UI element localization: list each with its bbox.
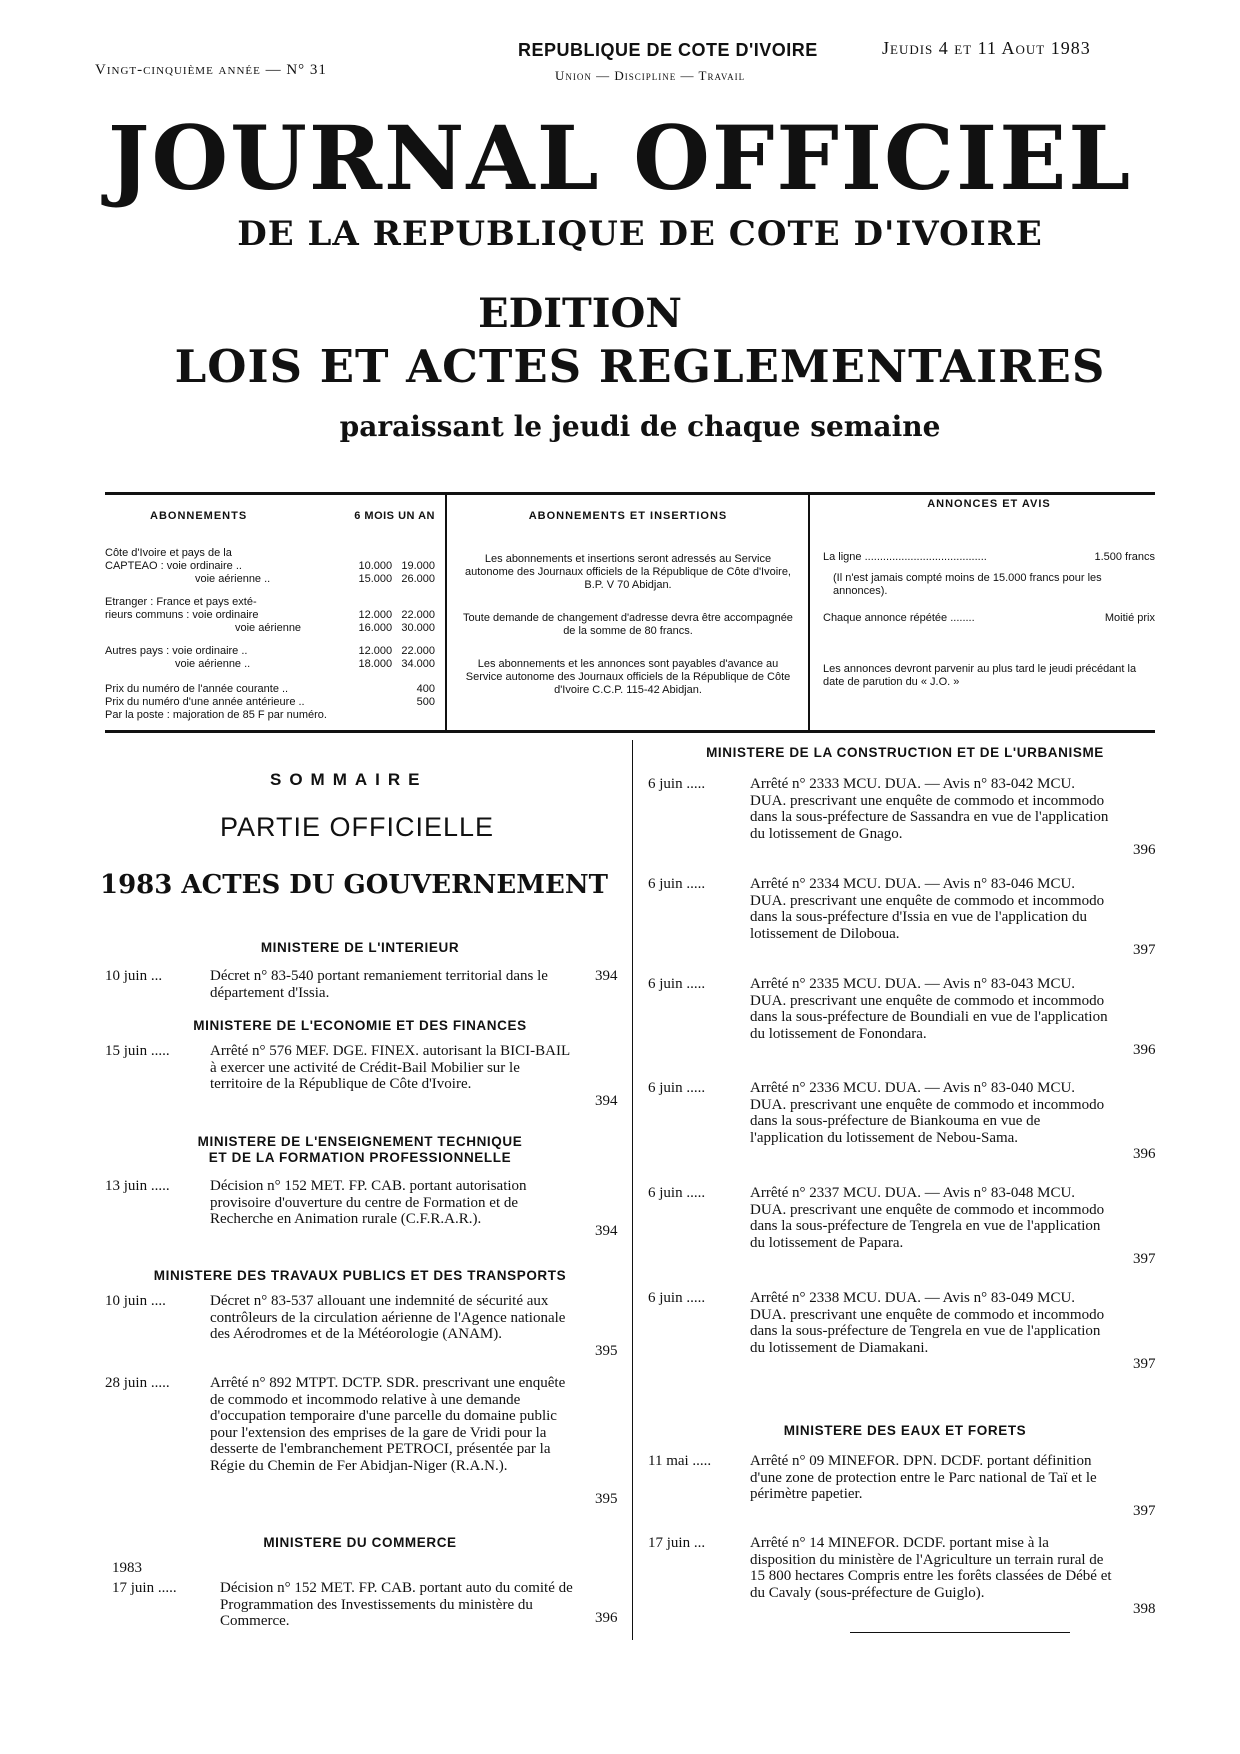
- ministry-heading: MINISTERE DE L'INTERIEUR: [260, 940, 460, 955]
- line-rate: La ligne ........................................ 1.500 francs: [823, 551, 1155, 563]
- announcements-column: [823, 498, 1155, 689]
- ministry-heading: MINISTERE DU COMMERCE: [263, 1535, 457, 1550]
- rate-row: Autres pays : voie ordinaire .. 12.000 22.000: [105, 645, 435, 657]
- toc-entry: 11 mai ..... Arrêté n° 09 MINEFOR. DPN. DCDF. portant définition d'une zone de protection entre le Parc national de Taï et le périmètre papetier. 397: [648, 1453, 1156, 1519]
- subscriptions-header: ABONNEMENTS: [150, 510, 248, 522]
- ministry-heading: MINISTERE DES TRAVAUX PUBLICS ET DES TRANSPORTS: [153, 1268, 567, 1283]
- box-divider-2: [808, 495, 810, 730]
- insertions-column: [462, 510, 794, 697]
- ministry-heading: MINISTERE DES EAUX ET FORETS: [783, 1423, 1027, 1438]
- insertions-payment: Les abonnements et les annonces sont payables d'avance au Service autonome des Journaux officiels de la République de Côte d'Ivoire C.C.P. 115-42 Abidjan.: [465, 658, 791, 696]
- republic-name: REPUBLIQUE DE COTE D'IVOIRE: [518, 40, 818, 60]
- rate-row: Côte d'Ivoire et pays de la: [105, 547, 232, 559]
- motto: Union — Discipline — Travail: [555, 68, 746, 83]
- publication-frequency: paraissant le jeudi de chaque semaine: [339, 410, 941, 443]
- column-divider: [632, 740, 633, 1640]
- toc-entry: 6 juin ..... Arrêté n° 2333 MCU. DUA. — Avis n° 83-042 MCU. DUA. prescrivant une enquête de commodo et incommodo dans la sous-préfecture de Sassandra en vue de l'application du lotissement de Gnago. 396: [648, 776, 1156, 858]
- edition-label: EDITION: [478, 290, 682, 337]
- actes-heading: 1983 ACTES DU GOUVERNEMENT: [100, 870, 608, 900]
- journal-title: JOURNAL OFFICIEL: [107, 106, 1133, 210]
- toc-entry: 6 juin ..... Arrêté n° 2336 MCU. DUA. — Avis n° 83-040 MCU. DUA. prescrivant une enquête de commodo et incommodo dans la sous-préfecture de Biankouma en vue de l'application du lotissement de Nebou-Sama. 396: [648, 1080, 1156, 1162]
- box-bottom-rule: [105, 730, 1155, 733]
- box-top-rule: [105, 492, 1155, 495]
- subscriptions-period-header: 6 MOIS UN AN: [354, 510, 435, 522]
- insertions-address: Les abonnements et insertions seront adressés au Service autonome des Journaux officiels de la République de Côte d'Ivoire, B.P. V 70 Abidjan.: [465, 553, 791, 591]
- toc-entry: 10 juin .... Décret n° 83-537 allouant une indemnité de sécurité aux contrôleurs de la circulation aérienne de l'Agence nationale des Aérodromes et de la Météorologie (ANAM). 395: [105, 1293, 618, 1359]
- toc-entry: 28 juin ..... Arrêté n° 892 MTPT. DCTP. SDR. prescrivant une enquête de commodo et incommodo relative à une demande d'occupation temporaire d'une parcelle du domaine public pour l'extension des emprises de la gare de Vridi pour la desserte de l'embranchement PETROCI, présentée par la Régie du Chemin de Fer Abidjan-Niger (R.A.N.). 395: [105, 1375, 618, 1507]
- year-issue: Vingt-cinquième année — N° 31: [95, 62, 327, 78]
- subscriptions-column: [105, 510, 435, 722]
- journal-subtitle: DE LA REPUBLIQUE DE COTE D'IVOIRE: [237, 214, 1043, 254]
- rate-row: voie aérienne .. 15.000 26.000: [195, 573, 435, 585]
- toc-entry: 17 juin ... Arrêté n° 14 MINEFOR. DCDF. portant mise à la disposition du ministère de l'Agriculture un terrain rural de 15 800 hectares Compris entre les forêts classées de Débé et du Cavaly (sous-préfecture de Guiglo). 398: [648, 1535, 1156, 1617]
- repeat-rate: Chaque annonce répétée ........ Moitié prix: [823, 612, 1155, 624]
- edition-name: LOIS ET ACTES REGLEMENTAIRES: [174, 340, 1106, 393]
- toc-entry: 6 juin ..... Arrêté n° 2337 MCU. DUA. — Avis n° 83-048 MCU. DUA. prescrivant une enquête de commodo et incommodo dans la sous-préfecture de Tengrela en vue de l'application du lotissement de Papara. 397: [648, 1185, 1156, 1267]
- box-divider-1: [445, 495, 447, 730]
- ministry-heading: MINISTERE DE L'ECONOMIE ET DES FINANCES: [193, 1018, 527, 1033]
- insertions-header: ABONNEMENTS ET INSERTIONS: [528, 510, 728, 522]
- toc-entry: 17 juin ..... Décision n° 152 MET. FP. CAB. portant auto du comité de Programmation des Investissements du ministère du Commerce. 396: [112, 1580, 618, 1629]
- toc-entry: 15 juin ..... Arrêté n° 576 MEF. DGE. FINEX. autorisant la BICI-BAIL à exercer une activité de Crédit-Bail Mobilier sur le territoire de la République de Côte d'Ivoire. 394: [105, 1043, 618, 1109]
- partie-officielle: PARTIE OFFICIELLE: [220, 812, 495, 842]
- rate-row: CAPTEAO : voie ordinaire .. 10.000 19.000: [105, 560, 435, 572]
- end-rule: [850, 1632, 1070, 1633]
- rate-row: voie aérienne 16.000 30.000: [235, 622, 435, 634]
- ministry-heading: MINISTERE DE LA CONSTRUCTION ET DE L'URBANISME: [706, 745, 1104, 760]
- insertions-address-change: Toute demande de changement d'adresse devra être accompagnée de la somme de 80 francs.: [463, 612, 793, 637]
- ministry-heading: MINISTERE DE L'ENSEIGNEMENT TECHNIQUE: [197, 1134, 523, 1149]
- announcements-header: ANNONCES ET AVIS: [927, 498, 1051, 510]
- toc-entry: 10 juin ... Décret n° 83-540 portant remaniement territorial dans le département d'Issia. 394: [105, 968, 618, 1001]
- toc-entry: 6 juin ..... Arrêté n° 2338 MCU. DUA. — Avis n° 83-049 MCU. DUA. prescrivant une enquête de commodo et incommodo dans la sous-préfecture de Tengrela en vue de l'application du lotissement de Diamakani. 397: [648, 1290, 1156, 1372]
- deadline-note: Les annonces devront parvenir au plus tard le jeudi précédant la date de parution du « J.O. »: [823, 663, 1137, 688]
- price-row: Prix du numéro de l'année courante .. 400: [105, 683, 435, 695]
- issue-date: Jeudis 4 et 11 Aout 1983: [882, 38, 1091, 58]
- minimum-note: (Il n'est jamais compté moins de 15.000 francs pour les annonces).: [833, 572, 1102, 597]
- toc-entry: 6 juin ..... Arrêté n° 2334 MCU. DUA. — Avis n° 83-046 MCU. DUA. prescrivant une enquête de commodo et incommodo dans la sous-préfecture d'Issia en vue de l'application du lotissement de Diloboua. 397: [648, 876, 1156, 958]
- price-row: Par la poste : majoration de 85 F par numéro.: [105, 709, 327, 721]
- sommaire-title: SOMMAIRE: [270, 770, 428, 789]
- ministry-heading: ET DE LA FORMATION PROFESSIONNELLE: [208, 1150, 512, 1165]
- rate-row: Etranger : France et pays exté-: [105, 596, 257, 608]
- section-year: 1983: [112, 1560, 142, 1576]
- price-row: Prix du numéro d'une année antérieure .. 500: [105, 696, 435, 708]
- rate-row: voie aérienne .. 18.000 34.000: [175, 658, 435, 670]
- toc-entry: 13 juin ..... Décision n° 152 MET. FP. CAB. portant autorisation provisoire d'ouverture du centre de Formation et de Recherche en Animation rurale (C.F.R.A.R.). 394: [105, 1178, 618, 1239]
- toc-entry: 6 juin ..... Arrêté n° 2335 MCU. DUA. — Avis n° 83-043 MCU. DUA. prescrivant une enquête de commodo et incommodo dans la sous-préfecture de Boundiali en vue de l'application du lotissement de Fonondara. 396: [648, 976, 1156, 1058]
- rate-row: rieurs communs : voie ordinaire 12.000 22.000: [105, 609, 435, 621]
